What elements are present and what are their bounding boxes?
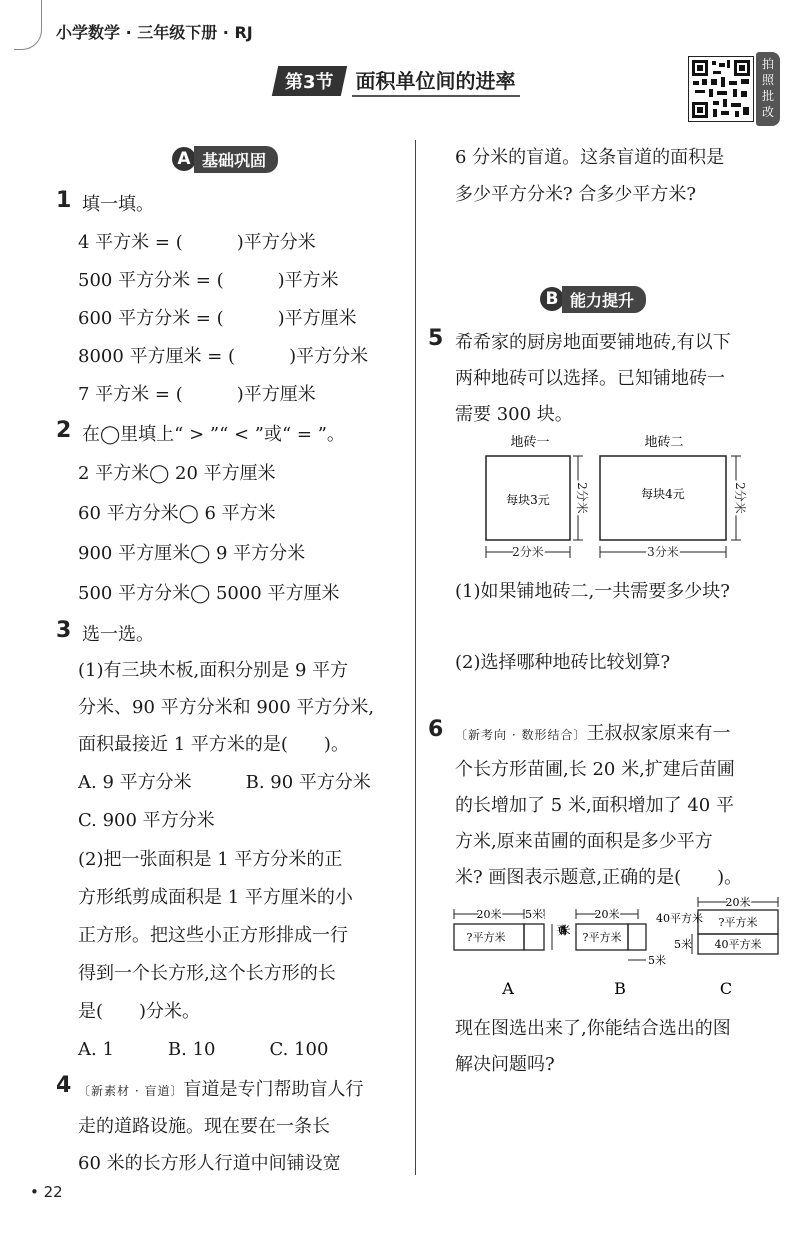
question-text: 两种地砖可以选择。已知铺地砖一 xyxy=(455,368,725,389)
question-text: 现在图选出来了,你能结合选出的图 xyxy=(455,1018,731,1039)
question-text: 个长方形苗圃,长 20 米,扩建后苗圃 xyxy=(455,759,735,780)
question-text: 的长增加了 5 米,面积增加了 40 平 xyxy=(455,795,734,816)
question-text: 得到一个长方形,这个长方形的长 xyxy=(78,963,336,984)
option-label: B xyxy=(614,979,626,998)
options-figure xyxy=(448,892,788,1002)
question-text: 正方形。把这些小正方形排成一行 xyxy=(78,925,348,946)
compare-line: 900 平方厘米◯ 9 平方分米 xyxy=(78,543,306,564)
fill-line: 8000 平方厘米 = ( )平方分米 xyxy=(78,346,369,367)
compare-line: 2 平方米◯ 20 平方厘米 xyxy=(78,463,276,484)
question-title: 填一填。 xyxy=(82,194,154,215)
page-header xyxy=(0,0,800,60)
question-text: 走的道路设施。现在要在一条长 xyxy=(78,1116,330,1137)
part-b-letter: B xyxy=(540,287,564,311)
question-text: (2)把一张面积是 1 平方分米的正 xyxy=(78,849,343,870)
ext-label: 5米 xyxy=(648,954,666,967)
section-banner xyxy=(275,66,520,96)
area-unknown: ?平方米 xyxy=(718,916,758,929)
qr-code-icon[interactable] xyxy=(688,56,754,122)
page-number-value: 22 xyxy=(43,1183,63,1201)
tile-title: 地砖二 xyxy=(644,435,684,450)
question-number: 2 xyxy=(56,418,72,443)
tile-height: 2分米 xyxy=(575,482,589,514)
question-number: 5 xyxy=(428,326,444,351)
tile-price: 每块3元 xyxy=(506,493,550,507)
qr-side-char: 照 xyxy=(761,73,774,87)
fill-line: 500 平方分米 = ( )平方米 xyxy=(78,270,339,291)
area-known: 40平方米 xyxy=(714,938,762,951)
qr-side-label xyxy=(756,52,780,126)
question-tag: 〔新考向 · 数形结合〕 xyxy=(455,728,587,742)
question-text: 6 分米的盲道。这条盲道的面积是 xyxy=(455,147,725,168)
tile-height: 2分米 xyxy=(733,482,747,514)
question-text: 米? 画图表示题意,正确的是( )。 xyxy=(455,867,743,888)
area-unknown: ?平方米 xyxy=(582,931,622,944)
length-label: 20米 xyxy=(594,908,620,921)
option-label: C xyxy=(719,979,733,998)
figure-option-b xyxy=(576,907,703,998)
question-number: 6 xyxy=(428,717,444,742)
question-number: 1 xyxy=(56,188,72,213)
compare-line: 60 平方分米◯ 6 平方米 xyxy=(78,503,276,524)
area-unknown: ?平方米 xyxy=(466,931,506,944)
question-text: (1)有三块木板,面积分别是 9 平方 xyxy=(78,660,349,681)
figure-option-a xyxy=(454,907,571,998)
question-text: 解决问题吗? xyxy=(455,1054,555,1075)
section-tag-text: 第3节 xyxy=(285,72,334,93)
length-label: 20米 xyxy=(725,896,751,909)
corner-decoration xyxy=(14,0,42,50)
area-known: 40平方米 xyxy=(556,924,571,937)
column-divider xyxy=(415,140,416,1175)
option-label: A xyxy=(502,979,514,998)
tile-width: 3分米 xyxy=(647,545,679,559)
question-text: 王叔叔家原来有一 xyxy=(586,723,731,744)
ext-label: 5米 xyxy=(674,938,692,951)
question-text: 盲道是专门帮助盲人行 xyxy=(183,1079,364,1100)
fill-line: 4 平方米 = ( )平方分米 xyxy=(78,232,316,253)
question-title: 选一选。 xyxy=(82,624,154,645)
section-tag xyxy=(272,66,347,96)
question-text: 多少平方分米? 合多少平方米? xyxy=(455,184,697,205)
page-number: • 22 xyxy=(30,1183,63,1201)
q4-first-line xyxy=(78,1075,363,1101)
choice-line: C. 900 平方分米 xyxy=(78,810,215,831)
figure-option-c xyxy=(674,895,778,998)
fill-line: 600 平方分米 = ( )平方厘米 xyxy=(78,308,357,329)
question-text: 是( )分米。 xyxy=(78,1001,201,1022)
question-text: 面积最接近 1 平方米的是( )。 xyxy=(78,734,349,755)
tiles-figure xyxy=(480,432,760,564)
choice-line: A. 9 平方分米 B. 90 平方分米 xyxy=(78,772,371,793)
choice-line: A. 1 B. 10 C. 100 xyxy=(78,1039,329,1060)
tile-title: 地砖一 xyxy=(510,435,550,450)
sub-question: (2)选择哪种地砖比较划算? xyxy=(455,652,671,673)
question-text: 分米、90 平方分米和 900 平方分米, xyxy=(78,697,375,718)
question-text: 60 米的长方形人行道中间铺设宽 xyxy=(78,1153,341,1174)
question-title: 在◯里填上“ > ”“ < ”或“ = ”。 xyxy=(82,424,345,445)
question-text: 方形纸剪成面积是 1 平方厘米的小 xyxy=(78,887,353,908)
part-a-banner xyxy=(172,146,278,172)
question-number: 4 xyxy=(56,1073,72,1098)
sub-question: (1)如果铺地砖二,一共需要多少块? xyxy=(455,581,730,602)
question-tag: 〔新素材 · 盲道〕 xyxy=(78,1084,184,1098)
compare-line: 500 平方分米◯ 5000 平方厘米 xyxy=(78,583,340,604)
question-number: 3 xyxy=(56,618,72,643)
question-text: 需要 300 块。 xyxy=(455,404,573,425)
tile-price: 每块4元 xyxy=(641,487,685,501)
area-known: 40平方米 xyxy=(656,912,703,925)
tile-width: 2分米 xyxy=(512,545,544,559)
qr-side-char: 改 xyxy=(761,105,774,119)
fill-line: 7 平方米 = ( )平方厘米 xyxy=(78,384,316,405)
part-b-label: 能力提升 xyxy=(562,286,646,313)
part-a-letter: A xyxy=(172,147,196,171)
length-label: 20米 xyxy=(476,908,502,921)
qr-side-char: 拍 xyxy=(761,57,774,71)
section-title: 面积单位间的进率 xyxy=(352,65,520,97)
qr-side-char: 批 xyxy=(761,89,774,103)
question-text: 方米,原来苗圃的面积是多少平方 xyxy=(455,831,713,852)
ext-label: 5米 xyxy=(525,908,543,921)
part-b-banner xyxy=(540,286,646,312)
part-a-label: 基础巩固 xyxy=(194,146,278,173)
question-text: 希希家的厨房地面要铺地砖,有以下 xyxy=(455,332,731,353)
book-title: 小学数学 · 三年级下册 · RJ xyxy=(56,23,253,42)
q6-first-line xyxy=(455,719,730,745)
